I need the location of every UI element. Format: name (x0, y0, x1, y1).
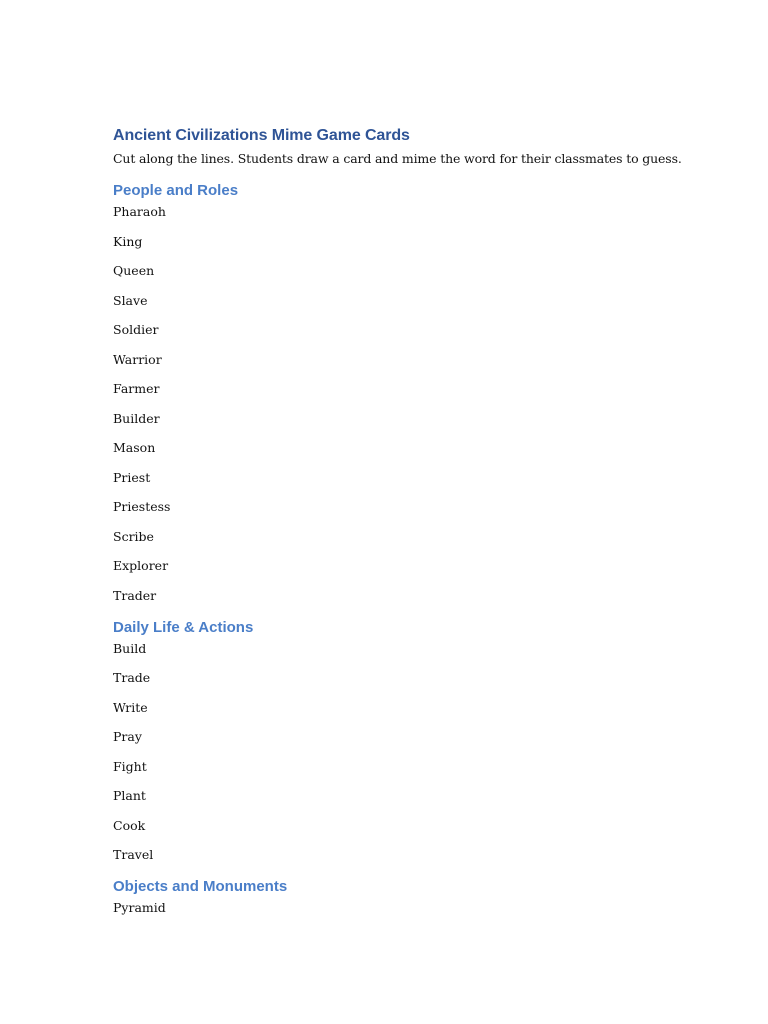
document-body (113, 124, 713, 918)
word-card: Warrior (113, 351, 162, 367)
section-daily-life-and-actions (113, 617, 713, 866)
section-heading: Objects and Monuments (113, 878, 288, 895)
word-card: Write (113, 699, 148, 715)
word-list (113, 202, 713, 606)
word-list (113, 898, 713, 918)
instructions-text: Cut along the lines. Students draw a card and mime the word for their classmates to guess. (113, 151, 682, 166)
word-card: Queen (113, 263, 155, 278)
word-card: Explorer (113, 558, 169, 573)
word-card: Priestess (113, 499, 171, 514)
word-card: Pray (113, 729, 142, 744)
word-card: Travel (113, 847, 154, 862)
word-card: Plant (113, 788, 146, 803)
word-card: Priest (113, 469, 151, 485)
word-card: Trader (113, 587, 157, 603)
word-card: Cook (113, 817, 146, 833)
word-card: King (113, 233, 143, 249)
word-list (113, 639, 713, 866)
section-people-and-roles (113, 180, 713, 606)
word-card: Scribe (113, 528, 154, 544)
word-card: Fight (113, 758, 147, 774)
word-card: Mason (113, 440, 156, 455)
word-card: Trade (113, 670, 151, 685)
section-objects-and-monuments (113, 876, 713, 918)
section-heading: Daily Life & Actions (113, 618, 254, 636)
word-card: Builder (113, 410, 160, 426)
document-title: Ancient Civilizations Mime Game Cards (113, 127, 410, 144)
word-card: Pyramid (113, 900, 166, 915)
word-card: Build (113, 640, 147, 656)
word-card: Slave (113, 292, 148, 308)
section-heading: People and Roles (113, 182, 239, 199)
word-card: Pharaoh (113, 204, 166, 219)
word-card: Farmer (113, 381, 160, 396)
word-card: Soldier (113, 322, 159, 337)
